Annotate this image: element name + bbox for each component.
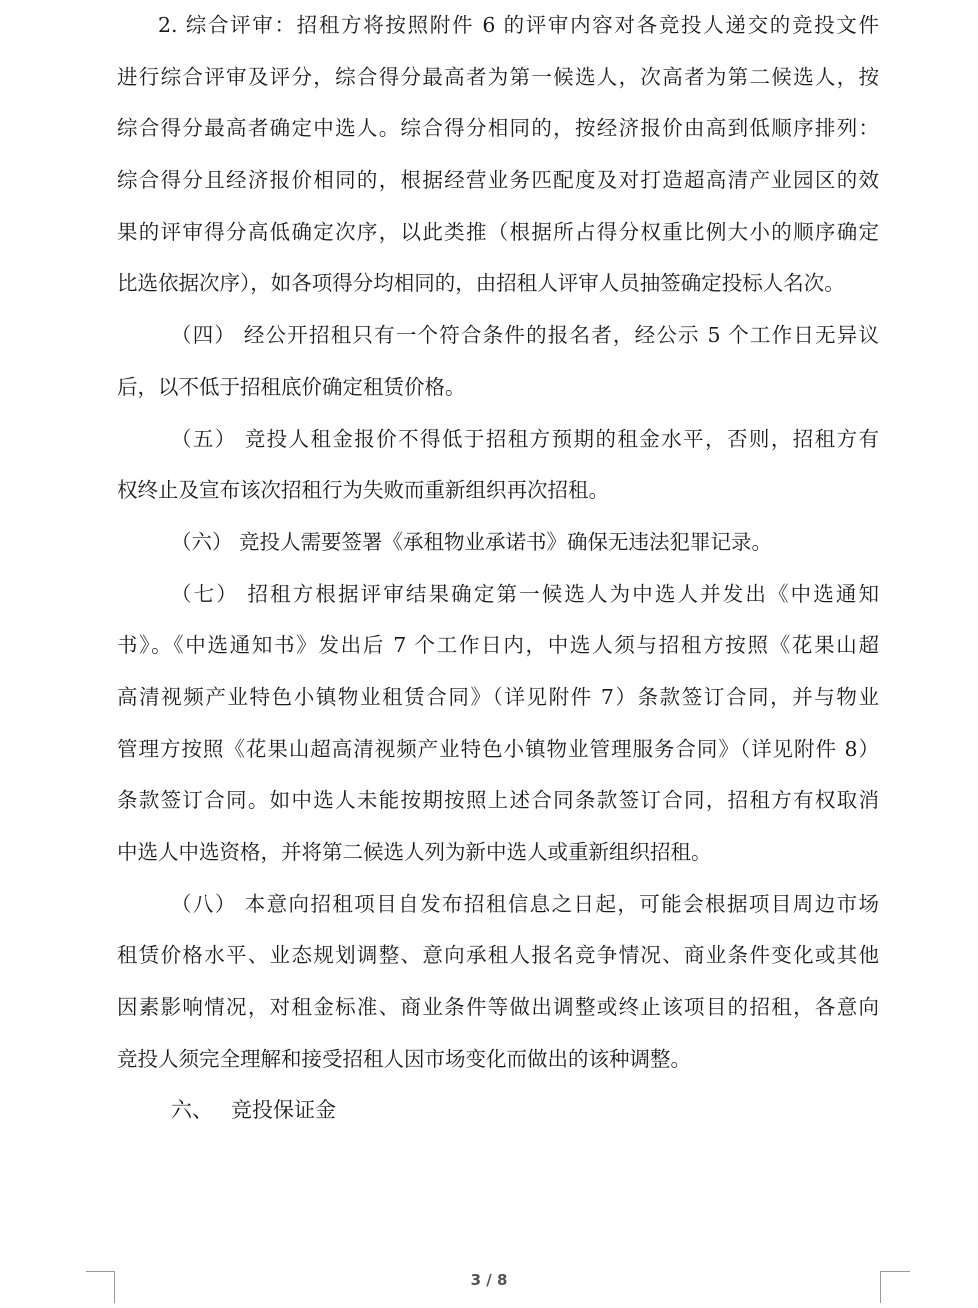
text-line: 果的评审得分高低确定次序，以此类推（根据所占得分权重比例大小的顺序确定 xyxy=(117,219,879,244)
text-line: 条款签订合同。如中选人未能按期按照上述合同条款签订合同，招租方有权取消 xyxy=(117,788,879,813)
text-line: 书》。《中选通知书》发出后 7 个工作日内，中选人须与招租方按照《花果山超 xyxy=(117,633,879,658)
text-line: （八） 本意向招租项目自发布招租信息之日起，可能会根据项目周边市场 xyxy=(171,891,879,916)
text-line: 中选人中选资格，并将第二候选人列为新中选人或重新组织招租。 xyxy=(117,840,712,864)
section-heading xyxy=(117,1085,879,1137)
text-line: 比选依据次序），如各项得分均相同的，由招租人评审人员抽签确定投标人名次。 xyxy=(117,271,845,296)
text-line: 高清视频产业特色小镇物业租赁合同》（详见附件 7）条款签订合同，并与物业 xyxy=(117,684,879,709)
text-line: 权终止及宣布该次招租行为失败而重新组织再次招租。 xyxy=(117,478,609,503)
paragraph-item-4 xyxy=(117,310,879,413)
text-line: （六） 竞投人需要签署《承租物业承诺书》确保无违法犯罪记录。 xyxy=(171,529,773,554)
section-title: 竞投保证金 xyxy=(231,1098,336,1123)
text-line: 管理方按照《花果山超高清视频产业特色小镇物业管理服务合同》（详见附件 8） xyxy=(117,736,879,761)
paragraph-item-5 xyxy=(117,414,879,517)
text-line: 综合得分且经济报价相同的，根据经营业务匹配度及对打造超高清产业园区的效 xyxy=(117,168,879,193)
text-line: 综合得分最高者确定中选人。综合得分相同的，按经济报价由高到低顺序排列： xyxy=(117,116,879,141)
text-line: （五） 竞投人租金报价不得低于招租方预期的租金水平，否则，招租方有 xyxy=(171,426,879,451)
text-line: 竞投人须完全理解和接受招租人因市场变化而做出的该种调整。 xyxy=(117,1046,691,1071)
paragraph-comprehensive-review xyxy=(117,0,879,310)
document-body xyxy=(117,0,879,1137)
text-line: 租赁价格水平、业态规划调整、意向承租人报名竞争情况、商业条件变化或其他 xyxy=(117,943,879,968)
text-line: 后，以不低于招租底价确定租赁价格。 xyxy=(117,374,466,399)
text-line: 2. 综合评审：招租方将按照附件 6 的评审内容对各竞投人递交的竞投文件 xyxy=(158,13,879,37)
text-line: 因素影响情况，对租金标准、商业条件等做出调整或终止该项目的招租，各意向 xyxy=(117,995,879,1020)
paragraph-item-7 xyxy=(117,569,879,879)
text-line: （七） 招租方根据评审结果确定第一候选人为中选人并发出《中选通知 xyxy=(171,581,879,606)
paragraph-item-8 xyxy=(117,879,879,1086)
page-number: 3 / 8 xyxy=(470,1271,508,1289)
section-number: 六、 xyxy=(171,1098,213,1123)
text-line: 进行综合评审及评分，综合得分最高者为第一候选人，次高者为第二候选人，按 xyxy=(117,64,879,89)
text-line: （四） 经公开招租只有一个符合条件的报名者，经公示 5 个工作日无异议 xyxy=(171,323,879,348)
paragraph-item-6 xyxy=(117,517,879,569)
